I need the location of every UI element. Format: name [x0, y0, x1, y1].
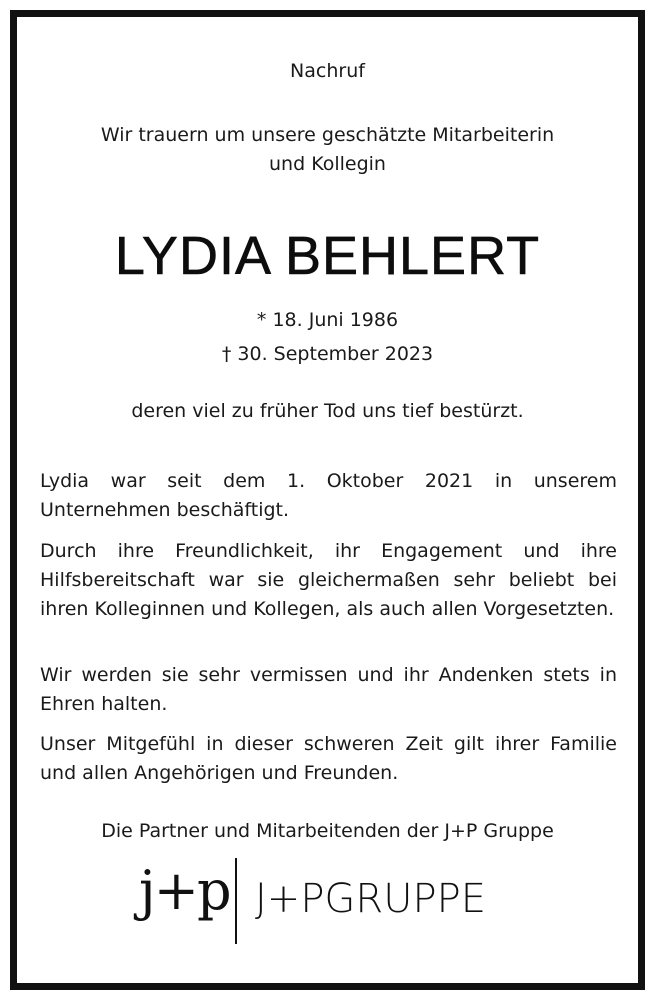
- signature-line: Die Partner und Mitarbeitenden der J+P Gruppe: [101, 820, 554, 842]
- logo-mark: j+p: [139, 859, 230, 922]
- company-logo: [17, 853, 638, 943]
- intro-text: [17, 121, 638, 179]
- notice-heading: Nachruf: [290, 60, 365, 82]
- intro-line-2: und Kollegin: [269, 153, 386, 175]
- notice-frame: [10, 10, 645, 990]
- life-dates: [17, 303, 638, 371]
- birth-date: * 18. Juni 1986: [256, 309, 399, 331]
- statement-text: deren viel zu früher Tod uns tief bestürzt.: [131, 400, 524, 422]
- paragraph-employment: Lydia war seit dem 1. Oktober 2021 in unserem Unternehmen beschäftigt.: [40, 470, 617, 521]
- death-date: † 30. September 2023: [221, 343, 434, 365]
- logo-divider: [235, 858, 237, 944]
- paragraph-condolence: Unser Mitgefühl in dieser schweren Zeit gilt ihrer Familie und allen Angehörigen und Freunden.: [40, 733, 617, 784]
- paragraph-character: Durch ihre Freundlichkeit, ihr Engagement und ihre Hilfsbereitschaft war sie gleichermaßen sehr beliebt bei ihren Kolleginnen und Kollegen, als auch allen Vorgesetzten.: [40, 540, 617, 620]
- paragraph-remembrance: Wir werden sie sehr vermissen und ihr Andenken stets in Ehren halten.: [40, 664, 617, 715]
- notice-content: [17, 17, 638, 983]
- logo-wordmark: J+PGRUPPE: [255, 876, 487, 922]
- deceased-name: LYDIA BEHLERT: [114, 226, 541, 286]
- intro-line-1: Wir trauern um unsere geschätzte Mitarbeiterin: [100, 124, 555, 146]
